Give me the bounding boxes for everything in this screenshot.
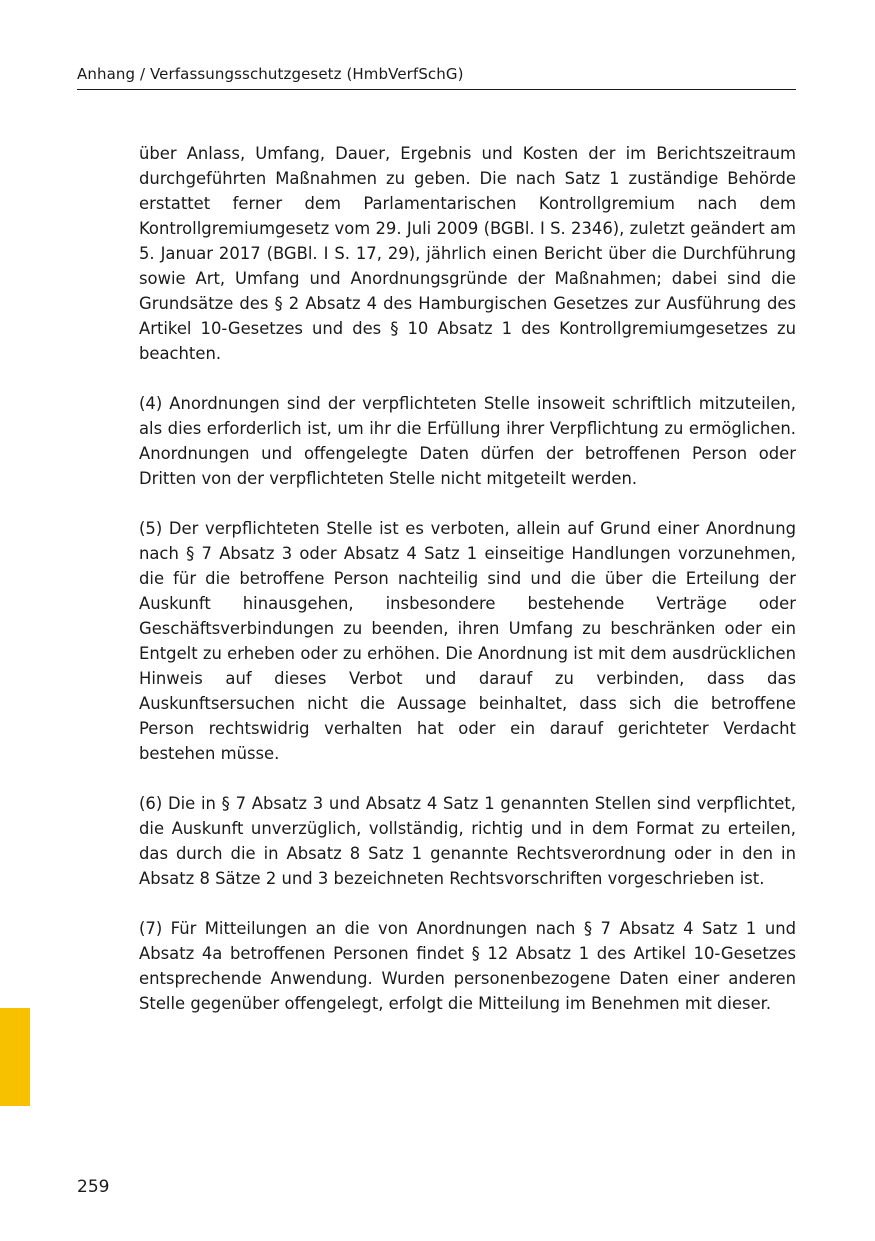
running-header [77,64,796,90]
section-color-tab [0,1008,30,1106]
running-header-title: Anhang / Verfassungsschutzgesetz (HmbVerfSchG) [77,65,464,83]
paragraph-6: (6) Die in § 7 Absatz 3 und Absatz 4 Satz 1 genannten Stellen sind verpflichtet, die Auskunft unverzüglich, vollständig, richtig und in dem Format zu erteilen, das durch die in Absatz 8 Satz 1 genannte Rechtsverordnung oder in den in Absatz 8 Sätze 2 und 3 bezeichneten Rechtsvorschriften vorgeschrieben ist. [139,794,796,888]
paragraph-5: (5) Der verpflichteten Stelle ist es verboten, allein auf Grund einer Anordnung nach § 7 Absatz 3 oder Absatz 4 Satz 1 einseitige Handlungen vorzunehmen, die für die betroffene Person nachteilig sind und die über die Erteilung der Auskunft hinausgehen, insbesondere bestehende Verträge oder Geschäftsverbindungen zu beenden, ihren Umfang zu beschränken oder ein Entgelt zu erheben oder zu erhöhen. Die Anordnung ist mit dem ausdrücklichen Hinweis auf dieses Verbot und darauf zu verbinden, dass das Auskunftsersuchen nicht die Aussage beinhaltet, dass sich die betroffene Person rechtswidrig verhalten hat oder ein darauf gerichteter Verdacht bestehen müsse. [139,519,796,763]
page-number: 259 [77,1177,110,1197]
paragraph-continuation: über Anlass, Umfang, Dauer, Ergebnis und Kosten der im Berichtszeitraum durchgeführten Maßnahmen zu geben. Die nach Satz 1 zuständige Behörde erstattet ferner dem Parlamentarischen Kontrollgremium nach dem Kontrollgremiumgesetz vom 29. Juli 2009 (BGBl. I S. 2346), zuletzt geändert am 5. Januar 2017 (BGBl. I S. 17, 29), jährlich einen Bericht über die Durchführung sowie Art, Umfang und Anordnungsgründe der Maßnahmen; dabei sind die Grundsätze des § 2 Absatz 4 des Hamburgischen Gesetzes zur Ausführung des Artikel 10-Gesetzes und des § 10 Absatz 1 des Kontrollgremiumgesetzes zu beachten. [139,144,796,363]
paragraph-4: (4) Anordnungen sind der verpflichteten Stelle insoweit schriftlich mitzuteilen, als dies erforderlich ist, um ihr die Erfüllung ihrer Verpflichtung zu ermöglichen. Anordnungen und offengelegte Daten dürfen der betroffenen Person oder Dritten von der verpflichteten Stelle nicht mitgeteilt werden. [139,394,796,488]
body-text [139,141,796,1041]
paragraph-7: (7) Für Mitteilungen an die von Anordnungen nach § 7 Absatz 4 Satz 1 und Absatz 4a betroffenen Personen findet § 12 Absatz 1 des Artikel 10-Gesetzes entsprechende Anwendung. Wurden personenbezogene Daten einer anderen Stelle gegenüber offengelegt, erfolgt die Mitteilung im Benehmen mit dieser. [139,919,796,1013]
